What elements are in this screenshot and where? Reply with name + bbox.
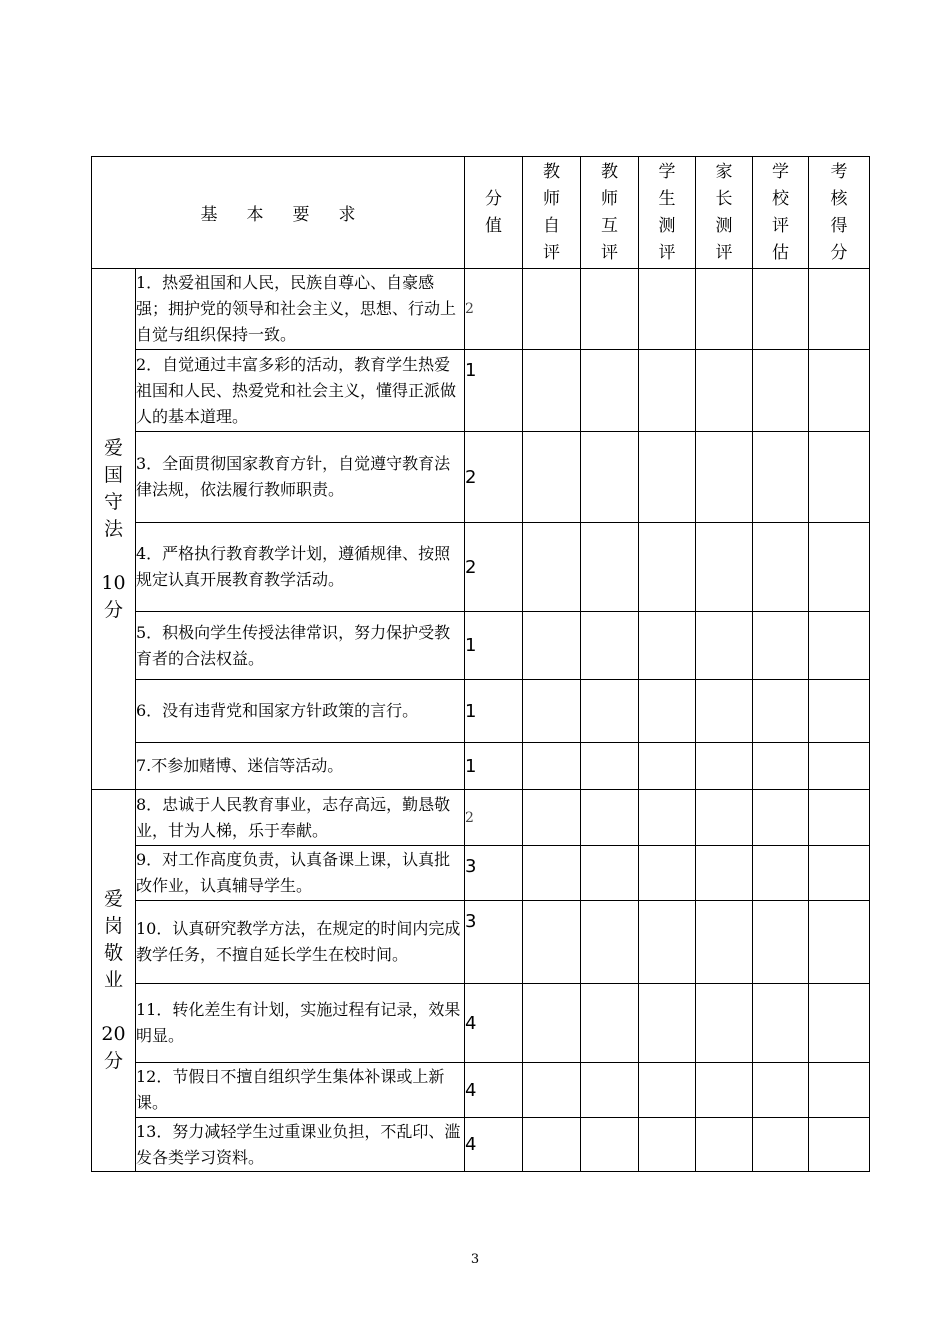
cell-student[interactable] [639,790,696,846]
cell-final[interactable] [809,1118,870,1172]
cell-final[interactable] [809,523,870,612]
cell-teacher-peer[interactable] [581,269,639,350]
header-char: 师 [543,188,560,209]
table-row [92,432,870,523]
cell-teacher-self[interactable] [523,350,581,432]
cell-final[interactable] [809,269,870,350]
category-patriotism [92,269,136,790]
cell-teacher-self[interactable] [523,790,581,846]
cell-school[interactable] [753,984,809,1063]
table-row [92,350,870,432]
category-char: 分 [103,598,123,621]
header-char: 求 [338,205,356,225]
cell-student[interactable] [639,269,696,350]
cell-final[interactable] [809,680,870,743]
cell-final[interactable] [809,432,870,523]
cell-student[interactable] [639,680,696,743]
cell-school[interactable] [753,680,809,743]
cell-student[interactable] [639,1063,696,1118]
header-requirements [92,157,465,269]
cell-teacher-peer[interactable] [581,984,639,1063]
cell-final[interactable] [809,1063,870,1118]
header-char: 分 [485,188,502,209]
header-teacher-peer [581,157,639,269]
category-char: 10 [101,571,126,594]
header-char: 测 [658,215,676,236]
cell-teacher-self[interactable] [523,984,581,1063]
header-char: 校 [772,188,789,209]
cell-school[interactable] [753,432,809,523]
item-score: 1 [465,612,523,680]
item-score: 3 [465,846,523,901]
item-score: 4 [465,984,523,1063]
cell-teacher-peer[interactable] [581,1063,639,1118]
cell-teacher-peer[interactable] [581,612,639,680]
item-text: 9．对工作高度负责，认真备课上课，认真批改作业，认真辅导学生。 [136,846,465,901]
item-text: 3．全面贯彻国家教育方针，自觉遵守教育法律法规，依法履行教师职责。 [136,432,465,523]
item-text: 10．认真研究教学方法，在规定的时间内完成教学任务，不擅自延长学生在校时间。 [136,901,465,984]
header-char: 生 [658,188,676,209]
category-char: 业 [103,969,123,991]
category-dedication [92,790,136,1172]
cell-parent[interactable] [696,846,753,901]
header-char: 值 [485,215,502,236]
header-char: 要 [292,205,310,225]
cell-school[interactable] [753,523,809,612]
item-score: 2 [465,432,523,523]
cell-student[interactable] [639,984,696,1063]
table-row [92,523,870,612]
header-row [92,157,870,269]
item-text: 8．忠诚于人民教育事业，志存高远，勤恳敬业，甘为人梯，乐于奉献。 [136,790,465,846]
table-row [92,680,870,743]
header-parent [696,157,753,269]
cell-teacher-peer[interactable] [581,901,639,984]
header-char: 本 [246,205,264,225]
header-char: 互 [601,215,618,236]
item-score: 2 [465,523,523,612]
item-text: 12．节假日不擅自组织学生集体补课或上新课。 [136,1063,465,1118]
cell-teacher-peer[interactable] [581,790,639,846]
cell-school[interactable] [753,1118,809,1172]
cell-teacher-peer[interactable] [581,846,639,901]
item-text: 4．严格执行教育教学计划，遵循规律、按照规定认真开展教育教学活动。 [136,523,465,612]
item-score: 3 [465,901,523,984]
cell-teacher-self[interactable] [523,846,581,901]
item-score: 1 [465,350,523,432]
category-char: 岗 [103,915,123,937]
item-score: 1 [465,743,523,790]
header-char: 评 [543,242,560,263]
cell-school[interactable] [753,612,809,680]
cell-teacher-self[interactable] [523,901,581,984]
cell-parent[interactable] [696,269,753,350]
cell-final[interactable] [809,901,870,984]
cell-teacher-peer[interactable] [581,350,639,432]
header-char: 教 [601,161,618,182]
header-school [753,157,809,269]
category-char: 20 [101,1023,126,1045]
cell-parent[interactable] [696,680,753,743]
cell-student[interactable] [639,432,696,523]
item-text: 7.不参加赌博、迷信等活动。 [136,743,465,790]
evaluation-table [91,156,870,1172]
header-char: 评 [601,242,618,263]
header-char: 学 [772,161,789,182]
table-row [92,1118,870,1172]
cell-parent[interactable] [696,1118,753,1172]
category-char: 法 [103,517,123,540]
cell-school[interactable] [753,790,809,846]
cell-final[interactable] [809,790,870,846]
cell-final[interactable] [809,984,870,1063]
item-text: 2．自觉通过丰富多彩的活动，教育学生热爱祖国和人民、热爱党和社会主义，懂得正派做人的基本道理。 [136,350,465,432]
cell-teacher-peer[interactable] [581,523,639,612]
item-score: 2 [465,269,523,350]
item-score: 4 [465,1063,523,1118]
cell-school[interactable] [753,846,809,901]
cell-teacher-peer[interactable] [581,1118,639,1172]
cell-student[interactable] [639,523,696,612]
cell-parent[interactable] [696,523,753,612]
header-char: 长 [715,188,733,209]
header-teacher-self [523,157,581,269]
category-char: 国 [103,463,123,486]
cell-teacher-self[interactable] [523,743,581,790]
cell-parent[interactable] [696,612,753,680]
category-gap [92,543,135,570]
cell-parent[interactable] [696,901,753,984]
category-char: 爱 [103,436,123,459]
cell-student[interactable] [639,1118,696,1172]
table-row [92,1063,870,1118]
cell-parent[interactable] [696,1063,753,1118]
item-text: 13．努力减轻学生过重课业负担，不乱印、滥发各类学习资料。 [136,1118,465,1172]
cell-final[interactable] [809,350,870,432]
cell-final[interactable] [809,743,870,790]
item-text: 11．转化差生有计划，实施过程有记录，效果明显。 [136,984,465,1063]
header-char: 考 [830,161,848,182]
item-score: 2 [465,790,523,846]
cell-teacher-self[interactable] [523,1063,581,1118]
header-char: 评 [658,242,676,263]
cell-student[interactable] [639,612,696,680]
cell-parent[interactable] [696,350,753,432]
header-char: 师 [601,188,618,209]
header-char: 教 [543,161,560,182]
header-student [639,157,696,269]
cell-teacher-peer[interactable] [581,680,639,743]
cell-final[interactable] [809,612,870,680]
table-row [92,612,870,680]
category-char: 敬 [103,942,123,964]
table-row [92,984,870,1063]
table-row [92,743,870,790]
cell-parent[interactable] [696,790,753,846]
category-char: 爱 [103,888,123,910]
cell-student[interactable] [639,846,696,901]
item-score: 4 [465,1118,523,1172]
cell-student[interactable] [639,743,696,790]
cell-teacher-self[interactable] [523,432,581,523]
cell-school[interactable] [753,350,809,432]
cell-student[interactable] [639,901,696,984]
page-number: 3 [470,1252,480,1267]
cell-teacher-self[interactable] [523,680,581,743]
item-score: 1 [465,680,523,743]
table-row [92,790,870,846]
header-score [465,157,523,269]
cell-teacher-self[interactable] [523,269,581,350]
item-text: 5．积极向学生传授法律常识，努力保护受教育者的合法权益。 [136,612,465,680]
cell-teacher-self[interactable] [523,612,581,680]
header-char: 家 [715,161,733,182]
cell-teacher-self[interactable] [523,523,581,612]
header-char: 学 [658,161,676,182]
header-char: 测 [715,215,733,236]
item-text: 6．没有违背党和国家方针政策的言行。 [136,680,465,743]
header-char: 核 [830,188,848,209]
table-row [92,846,870,901]
category-char: 分 [103,1050,123,1072]
item-text: 1．热爱祖国和人民，民族自尊心、自豪感强；拥护党的领导和社会主义，思想、行动上自觉与组织保持一致。 [136,269,465,350]
category-char: 守 [103,490,123,513]
cell-school[interactable] [753,901,809,984]
header-char: 得 [830,215,848,236]
header-char: 估 [772,242,789,263]
cell-teacher-peer[interactable] [581,432,639,523]
cell-parent[interactable] [696,432,753,523]
header-final [809,157,870,269]
cell-final[interactable] [809,846,870,901]
table-row [92,901,870,984]
cell-parent[interactable] [696,743,753,790]
header-char: 评 [715,242,733,263]
cell-school[interactable] [753,743,809,790]
cell-school[interactable] [753,1063,809,1118]
cell-student[interactable] [639,350,696,432]
header-char: 基 [200,205,218,225]
cell-parent[interactable] [696,984,753,1063]
cell-teacher-peer[interactable] [581,743,639,790]
cell-teacher-self[interactable] [523,1118,581,1172]
header-char: 分 [830,242,848,263]
header-char: 评 [772,215,789,236]
category-gap [92,994,135,1021]
header-char: 自 [543,215,560,236]
cell-school[interactable] [753,269,809,350]
table-row [92,269,870,350]
